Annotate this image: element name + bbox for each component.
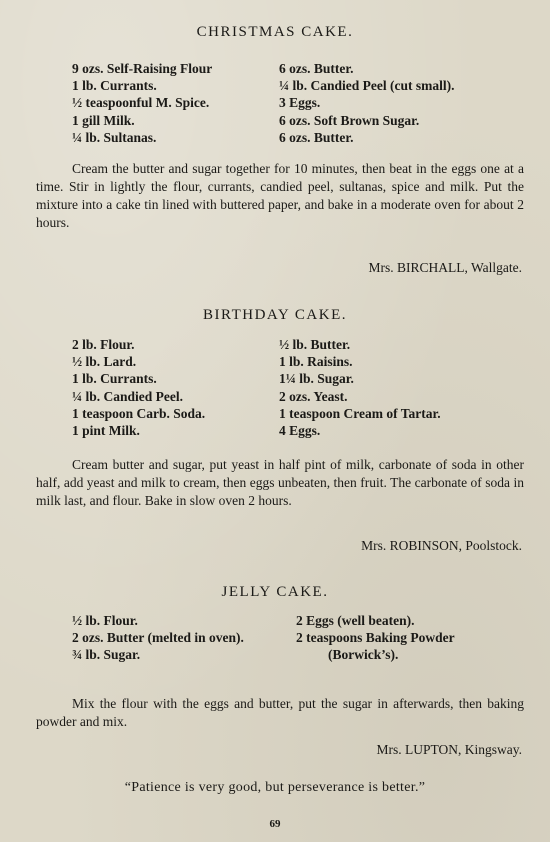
ingredient: 1 pint Milk. xyxy=(72,423,140,439)
ingredients-left-birthday xyxy=(72,336,205,439)
ingredients-right-christmas xyxy=(279,60,455,146)
ingredient: 2 Eggs (well beaten). xyxy=(296,613,415,628)
ingredient: 2 ozs. Yeast. xyxy=(279,388,348,404)
ingredient: 6 ozs. Butter. xyxy=(279,61,354,76)
ingredient: 1 lb. Raisins. xyxy=(279,354,353,370)
method-text: Mix the flour with the eggs and butter, put the sugar in afterwards, then baking powder and mix. xyxy=(36,696,524,729)
method-birthday xyxy=(36,456,524,510)
method-text: Cream the butter and sugar together for 10 minutes, then beat in the eggs one at a time. Stir in lightly the flour, currants, candied peel, sultanas, spice and milk. Put the mixture into a cake tin lined with buttered paper, and bake in a moderate oven for about 2 hours. xyxy=(36,161,524,230)
ingredient: ¼ lb. Candied Peel. xyxy=(72,388,184,404)
signature-birthday: Mrs. ROBINSON, Poolstock. xyxy=(361,538,522,553)
ingredient: 1 lb. Currants. xyxy=(72,78,157,94)
method-jelly xyxy=(36,695,524,731)
ingredient: ½ lb. Lard. xyxy=(72,354,137,370)
ingredient: 3 Eggs. xyxy=(279,95,321,111)
recipe-title-christmas-cake: CHRISTMAS CAKE. xyxy=(196,24,354,40)
method-christmas xyxy=(36,160,524,232)
ingredient: 4 Eggs. xyxy=(279,423,321,439)
ingredient: 1¼ lb. Sugar. xyxy=(279,371,354,387)
ingredient: 6 ozs. Soft Brown Sugar. xyxy=(279,112,420,128)
recipe-title-jelly-cake: JELLY CAKE. xyxy=(221,584,329,600)
ingredients-right-birthday xyxy=(279,336,441,439)
ingredients-right-jelly xyxy=(296,612,524,664)
ingredient: 1 teaspoon Cream of Tartar. xyxy=(279,405,441,421)
page-number: 69 xyxy=(269,818,281,830)
ingredient: 1 teaspoon Carb. Soda. xyxy=(72,405,206,421)
ingredient: ½ teaspoonful M. Spice. xyxy=(72,95,210,111)
signature-jelly: Mrs. LUPTON, Kingsway. xyxy=(376,742,522,757)
ingredient: 6 ozs. Butter. xyxy=(279,129,354,145)
ingredient: 2 lb. Flour. xyxy=(72,337,135,352)
ingredient: 1 lb. Currants. xyxy=(72,371,157,387)
ingredient: 1 gill Milk. xyxy=(72,112,135,128)
closing-quote: “Patience is very good, but perseverance is better.” xyxy=(124,780,426,795)
ingredient: 9 ozs. Self-Raising Flour xyxy=(72,61,213,76)
ingredients-left-jelly xyxy=(72,612,277,664)
recipe-title-birthday-cake: BIRTHDAY CAKE. xyxy=(203,307,347,323)
method-text: Cream butter and sugar, put yeast in half pint of milk, carbonate of soda in other half, add yeast and milk to cream, then eggs unbeaten, then fruit. The carbonate of soda in milk last, and flour. Bake in slow oven 2 hours. xyxy=(36,457,524,508)
ingredient: ¾ lb. Sugar. xyxy=(72,647,141,663)
ingredient: ¼ lb. Candied Peel (cut small). xyxy=(279,78,455,94)
ingredient: 2 teaspoons Baking Powder (Borwick’s). xyxy=(296,630,455,663)
ingredient: ¼ lb. Sultanas. xyxy=(72,129,157,145)
ingredient: ½ lb. Butter. xyxy=(279,337,351,352)
ingredient: ½ lb. Flour. xyxy=(72,613,138,628)
ingredient: 2 ozs. Butter (melted in oven). xyxy=(72,630,244,646)
ingredients-left-christmas xyxy=(72,60,212,146)
signature-christmas: Mrs. BIRCHALL, Wallgate. xyxy=(368,260,522,275)
